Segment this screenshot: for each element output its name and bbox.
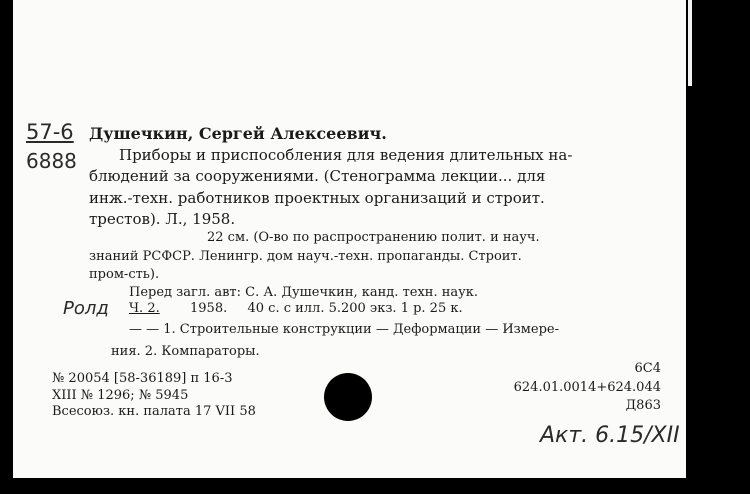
title-line-1: Приборы и приспособления для ведения длительных на- [119, 146, 573, 164]
title-line-4: трестов). Л., 1958. [89, 210, 236, 228]
handwritten-margin-mark: Ролд [63, 298, 109, 319]
physical-description [129, 301, 463, 316]
handwritten-bottom-right-mark: Акт. 6.15/ХII [540, 423, 680, 448]
title-line-2: блюдений за сооружениями. (Стенограмма лекции... для [89, 167, 546, 185]
footer-right-line-3: Д863 [625, 398, 661, 413]
footer-left-line-1: № 20054 [58-36189] п 16-3 [52, 371, 233, 386]
footer-left-line-2: XIII № 1296; № 5945 [52, 388, 189, 403]
imprint-line-2: знаний РСФСР. Ленингр. дом науч.-техн. пропаганды. Строит. [89, 249, 522, 264]
edge-strip [688, 0, 692, 86]
publication-year: 1958. [190, 301, 228, 316]
subject-line-1: — — 1. Строительные конструкции — Деформации — Измере- [129, 322, 559, 337]
footer-right-line-1: 6С4 [634, 361, 661, 376]
handwritten-code-bottom: 6888 [26, 149, 77, 173]
author-heading: Душечкин, Сергей Алексеевич. [89, 124, 387, 143]
title-line-3: инж.-техн. работников проектных организаций и строит. [89, 189, 545, 207]
footer-left-line-3: Всесоюз. кн. палата 17 VII 58 [52, 404, 256, 419]
footer-right-line-2: 624.01.0014+624.044 [513, 380, 661, 395]
imprint-line-1: 22 см. (О-во по распространению полит. и науч. [207, 230, 540, 245]
author-note: Перед загл. авт: С. А. Душечкин, канд. техн. наук. [129, 285, 479, 300]
imprint-line-3: пром-сть). [89, 267, 160, 282]
physical-extent: 40 с. с илл. 5.200 экз. 1 р. 25 к. [247, 301, 463, 316]
subject-line-2: ния. 2. Компараторы. [111, 344, 260, 359]
handwritten-code-top: 57-6 [26, 120, 74, 144]
punch-hole [324, 373, 372, 421]
part-number: Ч. 2. [129, 301, 160, 316]
